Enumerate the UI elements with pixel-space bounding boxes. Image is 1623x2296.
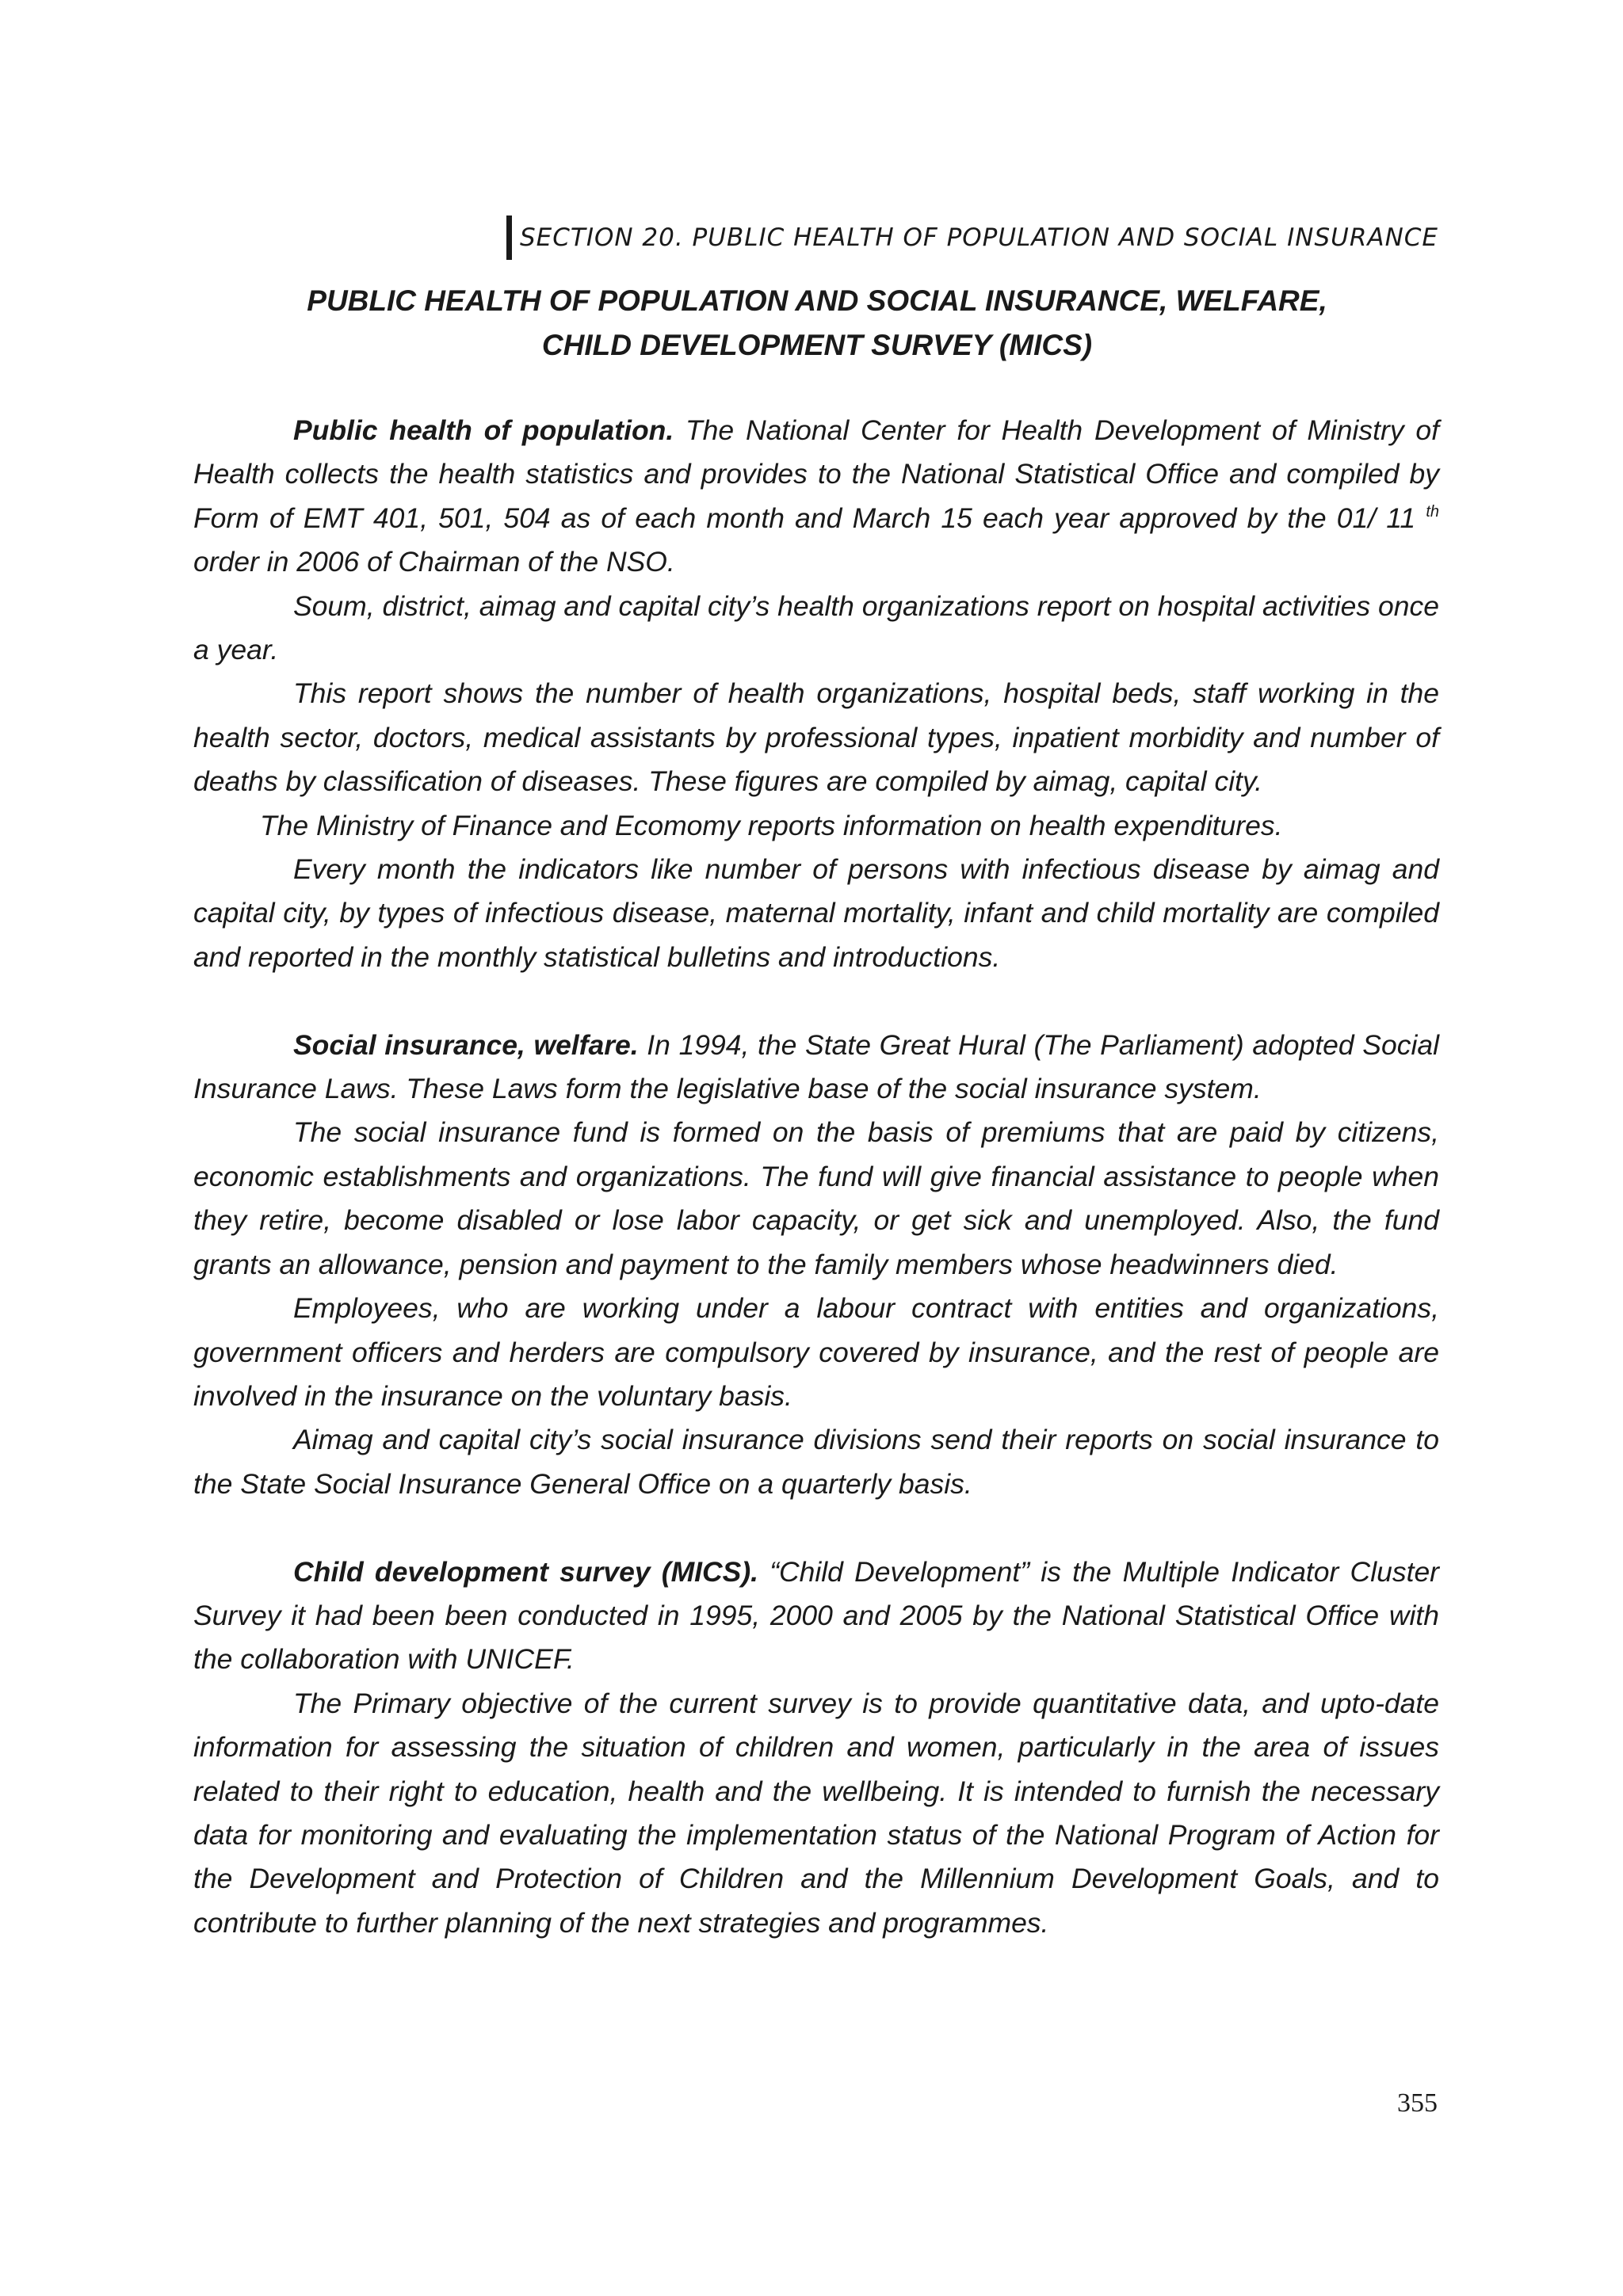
paragraph-public-health [193, 409, 1439, 585]
paragraph-report-contents: This report shows the number of health organizations, hospital beds, staff working in the health sector, doctors, medical assistants by professional types, inpatient morbidity and number of deaths by classification of diseases. These figures are compiled by aimag, capital city. [193, 677, 1439, 798]
paragraph-child-development [193, 1550, 1439, 1682]
paragraph-insurance-coverage: Employees, who are working under a labour contract with entities and organizations, government officers and herders are compulsory covered by insurance, and the rest of people are involved in the insurance on the voluntary basis. [193, 1292, 1439, 1412]
paragraph-text: “Child Development” is the Multiple Indicator Cluster Survey it had been been conducted in 1995, 2000 and 2005 by the National Statistical Office with the collaboration with UNICEF. [193, 1555, 1440, 1676]
paragraph-health-expenditures: The Ministry of Finance and Ecomomy reports information on health expenditures. [260, 809, 1283, 841]
page-title [195, 279, 1439, 368]
paragraph-lead: Public health of population. [293, 414, 674, 446]
paragraph-text: In 1994, the State Great Hural (The Parliament) adopted Social Insurance Laws. These Laws form the legislative base of the social insurance system. [193, 1028, 1439, 1105]
ordinal-superscript: th [1426, 502, 1439, 521]
paragraph-quarterly-reports: Aimag and capital city’s social insurance divisions send their reports on social insurance to the State Social Insurance General Office on a quarterly basis. [193, 1424, 1439, 1500]
paragraph-hospital-reports: Soum, district, aimag and capital city’s health organizations report on hospital activities once a year. [193, 589, 1439, 666]
page-title-line-1: PUBLIC HEALTH OF POPULATION AND SOCIAL INSURANCE, WELFARE, [307, 284, 1327, 317]
running-head-rule [506, 215, 512, 260]
paragraph-social-insurance [193, 1024, 1439, 1112]
paragraph-text: The National Center for Health Development of Ministry of Health collects the health statistics and provides to the National Statistical Office and compiled by Form of EMT 401, 501, 504 as of each month and March 15 each year approved by the 01/ 11 [193, 414, 1439, 534]
paragraph-lead: Social insurance, welfare. [293, 1028, 639, 1061]
body-text [193, 409, 1439, 1945]
paragraph-survey-objective: The Primary objective of the current survey is to provide quantitative data, and upto-date information for assessing the situation of children and women, particularly in the area of issues related to their right to education, health and the wellbeing. It is intended to furnish the necessary data for monitoring and evaluating the implementation status of the National Program of Action for the Development and Protection of Children and the Millennium Development Goals, and to contribute to further planning of the next strategies and programmes. [193, 1687, 1439, 1939]
page-number: 355 [1397, 2088, 1438, 2118]
paragraph-insurance-fund: The social insurance fund is formed on the basis of premiums that are paid by citizens, economic establishments and organizations. The fund will give financial assistance to people when they retire, become disabled or lose labor capacity, or get sick and unemployed. Also, the fund grants an allowance, pension and payment to the family members whose headwinners died. [193, 1116, 1439, 1280]
running-head [506, 215, 1438, 260]
paragraph-text: order in 2006 of Chairman of the NSO. [193, 546, 675, 578]
page-title-line-2: CHILD DEVELOPMENT SURVEY (MICS) [541, 329, 1093, 361]
paragraph-monthly-indicators: Every month the indicators like number of persons with infectious disease by aimag and capital city, by types of infectious disease, maternal mortality, infant and child mortality are compiled and reported in the monthly statistical bulletins and introductions. [193, 853, 1439, 973]
running-head-text: SECTION 20. PUBLIC HEALTH OF POPULATION AND SOCIAL INSURANCE [519, 223, 1438, 252]
paragraph-lead: Child development survey (MICS). [293, 1555, 759, 1588]
